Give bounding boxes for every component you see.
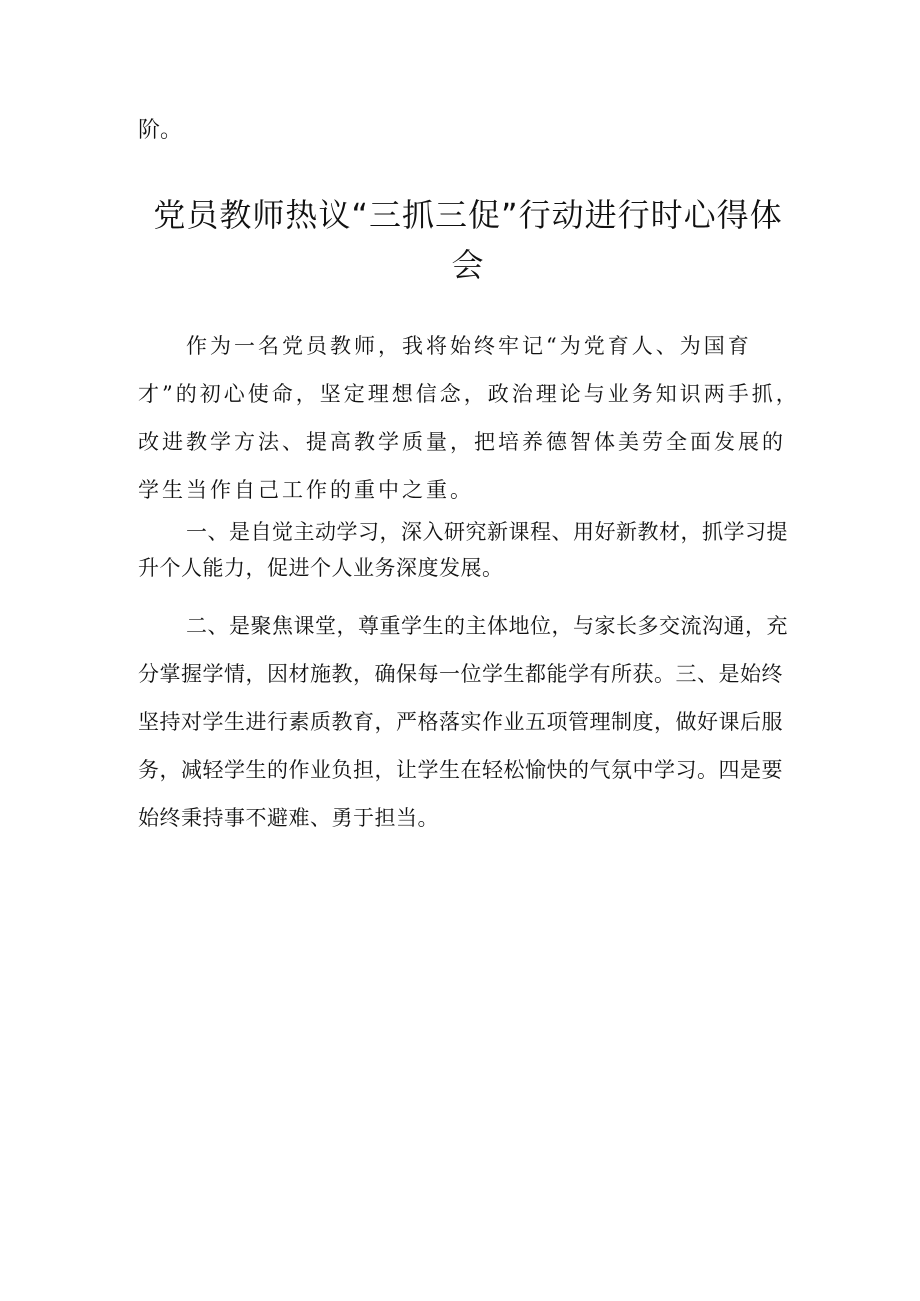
paragraph-point-one: 一、是自觉主动学习，深入研究新课程、用好新教材，抓学习提升个人能力，促进个人业务深度发展。 — [138, 520, 788, 580]
continuation-text: 阶。 — [138, 118, 183, 143]
paragraph-point-two-to-four: 二、是聚焦课堂，尊重学生的主体地位，与家长多交流沟通，充分掌握学情，因材施教，确保每一位学生都能学有所获。三、是始终坚持对学生进行素质教育，严格落实作业五项管理制度，做好课后服务，减轻学生的作业负担，让学生在轻松愉快的气氛中学习。四是要始终秉持事不避难、勇于担当。 — [138, 614, 788, 830]
document-title: 党员教师热议“三抓三促”行动进行时心得体会 — [153, 196, 783, 284]
paragraph-intro: 作为一名党员教师，我将始终牢记“为党育人、为国育才”的初心使命，坚定理想信念，政治理论与业务知识两手抓，改进教学方法、提高教学质量，把培养德智体美劳全面发展的学生当作自己工作的重中之重。 — [138, 334, 800, 502]
